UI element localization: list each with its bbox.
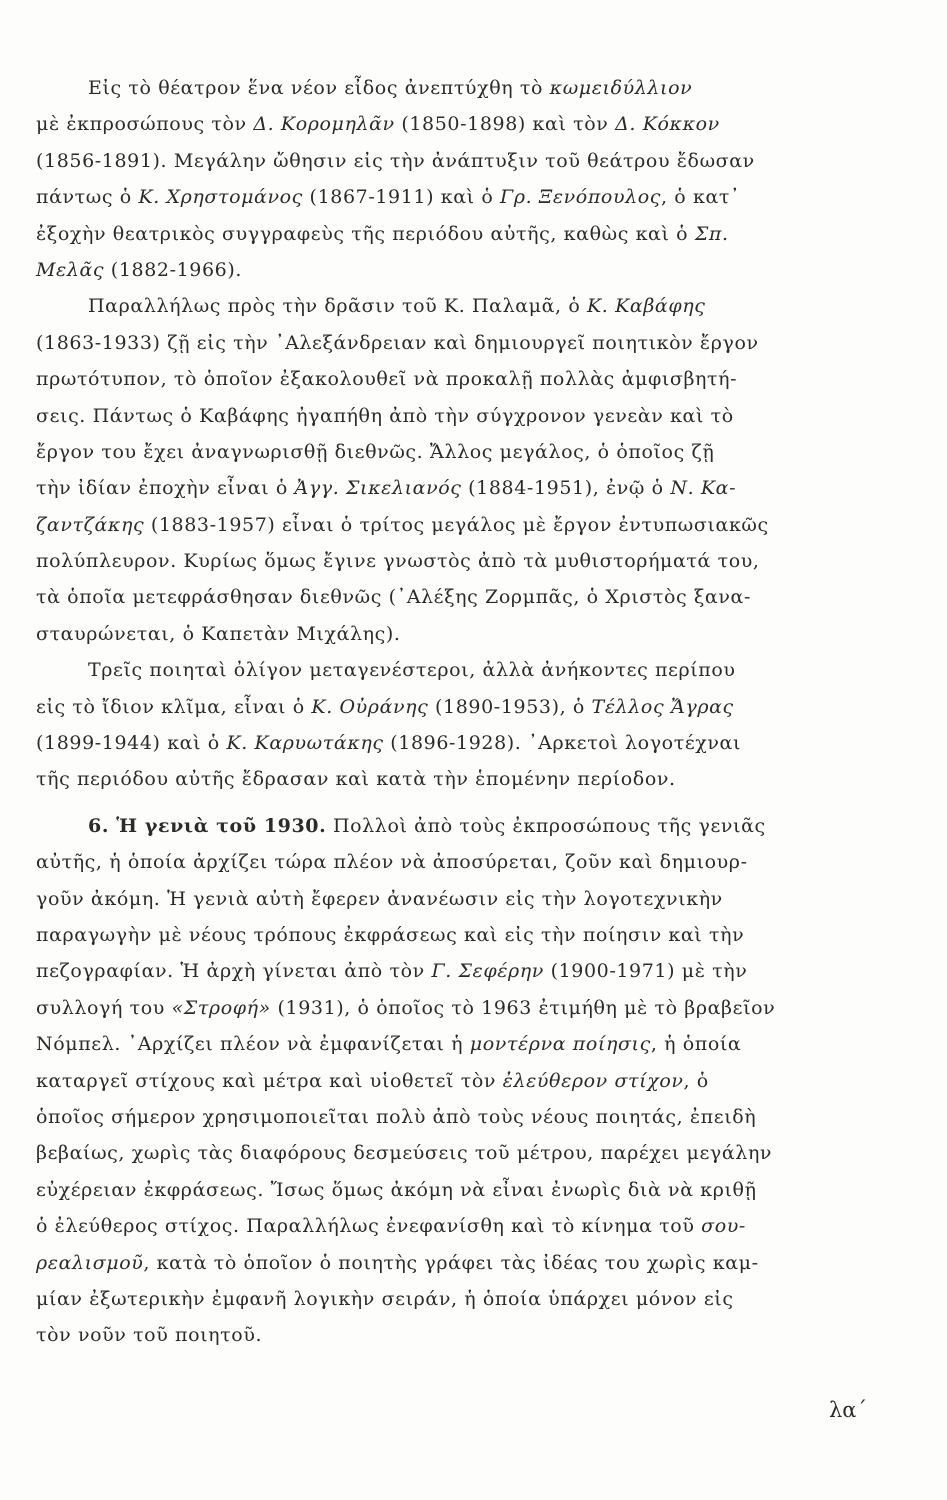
text-line [36, 252, 866, 288]
section-heading: 6. Ἡ γενιὰ τοῦ 1930. [88, 814, 327, 837]
text-line: τὰ ὁποῖα μετεφράσθησαν διεθνῶς (᾿Αλέξης Ζορμπᾶς, ὁ Χριστὸς ξανα- [36, 586, 751, 609]
text-span: (1867-1911) καὶ ὁ [302, 186, 501, 209]
text-span: πάντως ὁ [36, 186, 139, 209]
text-line: πρωτότυπον, τὸ ὁποῖον ἐξακολουθεῖ νὰ προκαλῇ πολλὰς ἀμφισβητή- [36, 368, 738, 391]
text-span: (1884-1951), ἐνῷ ὁ [461, 477, 671, 500]
author-name: Γρ. Ξενόπουλος [500, 186, 662, 209]
text-span: μὲ ἐκπροσώπους τὸν [36, 113, 254, 136]
author-name: Σπ. [694, 222, 729, 245]
author-name: Τέλλος Ἄγρας [591, 695, 734, 718]
text-line: βεβαίως, χωρὶς τὰς διαφόρους δεσμεύσεις τοῦ μέτρου, παρέχει μεγάλην [36, 1142, 773, 1165]
author-name: ζαντζάκης [36, 513, 145, 536]
author-name: Ἀγγ. Σικελιανός [294, 477, 462, 500]
text-line [36, 70, 866, 106]
author-name: Ν. Κα- [670, 477, 737, 500]
text-line [36, 179, 866, 215]
author-name: Μελᾶς [36, 258, 105, 281]
italic-term: μοντέρνα ποίησις [469, 1033, 651, 1056]
text-line: σταυρώνεται, ὁ Καπετὰν Μιχάλης). [36, 622, 401, 645]
text-line [36, 288, 866, 324]
page-number: λα΄ [829, 1398, 867, 1422]
text-line [36, 1245, 866, 1281]
text-span: Νόμπελ. ᾿Αρχίζει πλέον νὰ ἐμφανίζεται ἡ [36, 1033, 470, 1056]
text-span: συλλογή του [36, 996, 172, 1019]
text-line [36, 216, 866, 252]
text-line [36, 725, 866, 761]
text-span: Εἰς τὸ θέατρον ἕνα νέον εἶδος ἀνεπτύχθη τὸ [88, 77, 550, 99]
text-span: (1900-1971) μὲ τὴν [543, 960, 748, 983]
text-line [36, 106, 866, 142]
paragraph-cavafy [36, 288, 866, 652]
text-span: τὴν ἰδίαν ἐποχὴν εἶναι ὁ [36, 477, 295, 500]
paragraph-three-poets [36, 652, 866, 798]
author-name: Δ. Κορομηλᾶν [253, 113, 395, 136]
italic-term: ρεαλισμοῦ [36, 1251, 144, 1274]
text-line: μίαν ἐξωτερικὴν ἐμφανῆ λογικὴν σειράν, ἡ ὁποία ὑπάρχει μόνον εἰς [36, 1287, 734, 1310]
italic-term: κωμειδύλλιον [549, 77, 693, 99]
text-line: σεις. Πάντως ὁ Καβάφης ἠγαπήθη ἀπὸ τὴν σύγχρονον γενεὰν καὶ τὸ [36, 404, 734, 427]
text-line: γοῦν ἀκόμη. Ἡ γενιὰ αὐτὴ ἔφερεν ἀνανέωσιν εἰς τὴν λογοτεχνικὴν [36, 887, 723, 910]
text-span: (1882-1966). [104, 258, 243, 281]
text-line [36, 470, 866, 506]
text-span: (1890-1953), ὁ [428, 695, 592, 718]
text-span: , ἡ ὁποία [650, 1033, 742, 1056]
text-line [36, 689, 866, 725]
text-line [36, 953, 866, 989]
text-line [36, 1026, 866, 1062]
author-name: Κ. Καβάφης [587, 295, 706, 318]
text-line: τῆς περιόδου αὐτῆς ἔδρασαν καὶ κατὰ τὴν ἑπομένην περίοδον. [36, 768, 676, 791]
author-name: Δ. Κόκκον [615, 113, 720, 136]
text-line: ὁποῖος σήμερον χρησιμοποιεῖται πολὺ ἀπὸ τοὺς νέους ποιητάς, ἐπειδὴ [36, 1105, 757, 1128]
text-line: εὐχέρειαν ἐκφράσεως. Ἴσως ὅμως ἀκόμη νὰ εἶναι ἐνωρὶς διὰ νὰ κριθῇ [36, 1178, 757, 1201]
text-line: πολύπλευρον. Κυρίως ὅμως ἔγινε γνωστὸς ἀπὸ τὰ μυθιστορήματά του, [36, 550, 760, 573]
author-name: Γ. Σεφέρην [431, 960, 544, 983]
author-name: Κ. Καρυωτάκης [226, 732, 384, 755]
text-span: (1899-1944) καὶ ὁ [36, 732, 227, 755]
text-line: ἔργον του ἔχει ἀναγνωρισθῇ διεθνῶς. Ἄλλος μεγάλος, ὁ ὁποῖος ζῇ [36, 440, 715, 463]
text-span: , κατὰ τὸ ὁποῖον ὁ ποιητὴς γράφει τὰς ἰδέας του χωρὶς καμ- [143, 1251, 759, 1274]
text-line [36, 507, 866, 543]
text-span: Πολλοὶ ἀπὸ τοὺς ἐκπροσώπους τῆς γενιᾶς [326, 814, 766, 837]
italic-term: σου- [701, 1215, 746, 1238]
text-line: Τρεῖς ποιηταὶ ὀλίγον μεταγενέστεροι, ἀλλὰ ἀνήκοντες περίπου [88, 659, 736, 682]
section-generation-1930 [36, 808, 866, 1354]
text-span: ἐξοχὴν θεατρικὸς συγγραφεὺς τῆς περιόδου αὐτῆς, καθὼς καὶ ὁ [36, 222, 695, 245]
text-line: παραγωγὴν μὲ νέους τρόπους ἐκφράσεως καὶ εἰς τὴν ποίησιν καὶ τὴν [36, 923, 745, 946]
text-line [36, 808, 866, 844]
text-line: (1856-1891). Μεγάλην ὤθησιν εἰς τὴν ἀνάπτυξιν τοῦ θεάτρου ἔδωσαν [36, 149, 755, 172]
body-text [36, 70, 866, 1354]
text-span: πεζογραφίαν. Ἡ ἀρχὴ γίνεται ἀπὸ τὸν [36, 960, 432, 983]
author-name: Κ. Χρηστομάνος [138, 186, 303, 209]
text-span: (1931), ὁ ὁποῖος τὸ 1963 ἐτιμήθη μὲ τὸ βραβεῖον [270, 996, 776, 1019]
text-span: (1883-1957) εἶναι ὁ τρίτος μεγάλος μὲ ἔργον ἐντυπωσιακῶς [144, 513, 769, 536]
text-span: , ὁ [683, 1069, 709, 1092]
text-line [36, 1208, 866, 1244]
text-span: (1896-1928). ᾿Αρκετοὶ λογοτέχναι [383, 732, 742, 755]
text-line: τὸν νοῦν τοῦ ποιητοῦ. [36, 1324, 263, 1347]
text-span: καταργεῖ στίχους καὶ μέτρα καὶ υἱοθετεῖ τὸν [36, 1069, 503, 1092]
italic-term: ἐλεύθερον στίχον [502, 1069, 684, 1092]
section-gap [36, 798, 866, 808]
paragraph-theatre [36, 70, 866, 288]
text-span: , ὁ κατ᾽ [661, 186, 741, 209]
work-title: «Στροφή» [171, 996, 271, 1019]
text-line [36, 990, 866, 1026]
text-span: Παραλλήλως πρὸς τὴν δρᾶσιν τοῦ Κ. Παλαμᾶ, ὁ [88, 295, 588, 318]
author-name: Κ. Οὐράνης [311, 695, 429, 718]
text-line: (1863-1933) ζῇ εἰς τὴν ᾿Αλεξάνδρειαν καὶ δημιουργεῖ ποιητικὸν ἔργον [36, 331, 759, 354]
text-line [36, 1063, 866, 1099]
text-span: (1850-1898) καὶ τὸν [394, 113, 616, 136]
text-span: εἰς τὸ ἴδιον κλῖμα, εἶναι ὁ [36, 695, 312, 718]
text-line: αὐτῆς, ἡ ὁποία ἀρχίζει τώρα πλέον νὰ ἀποσύρεται, ζοῦν καὶ δημιουρ- [36, 851, 748, 874]
text-span: ὁ ἐλεύθερος στίχος. Παραλλήλως ἐνεφανίσθη καὶ τὸ κίνημα τοῦ [36, 1215, 702, 1238]
